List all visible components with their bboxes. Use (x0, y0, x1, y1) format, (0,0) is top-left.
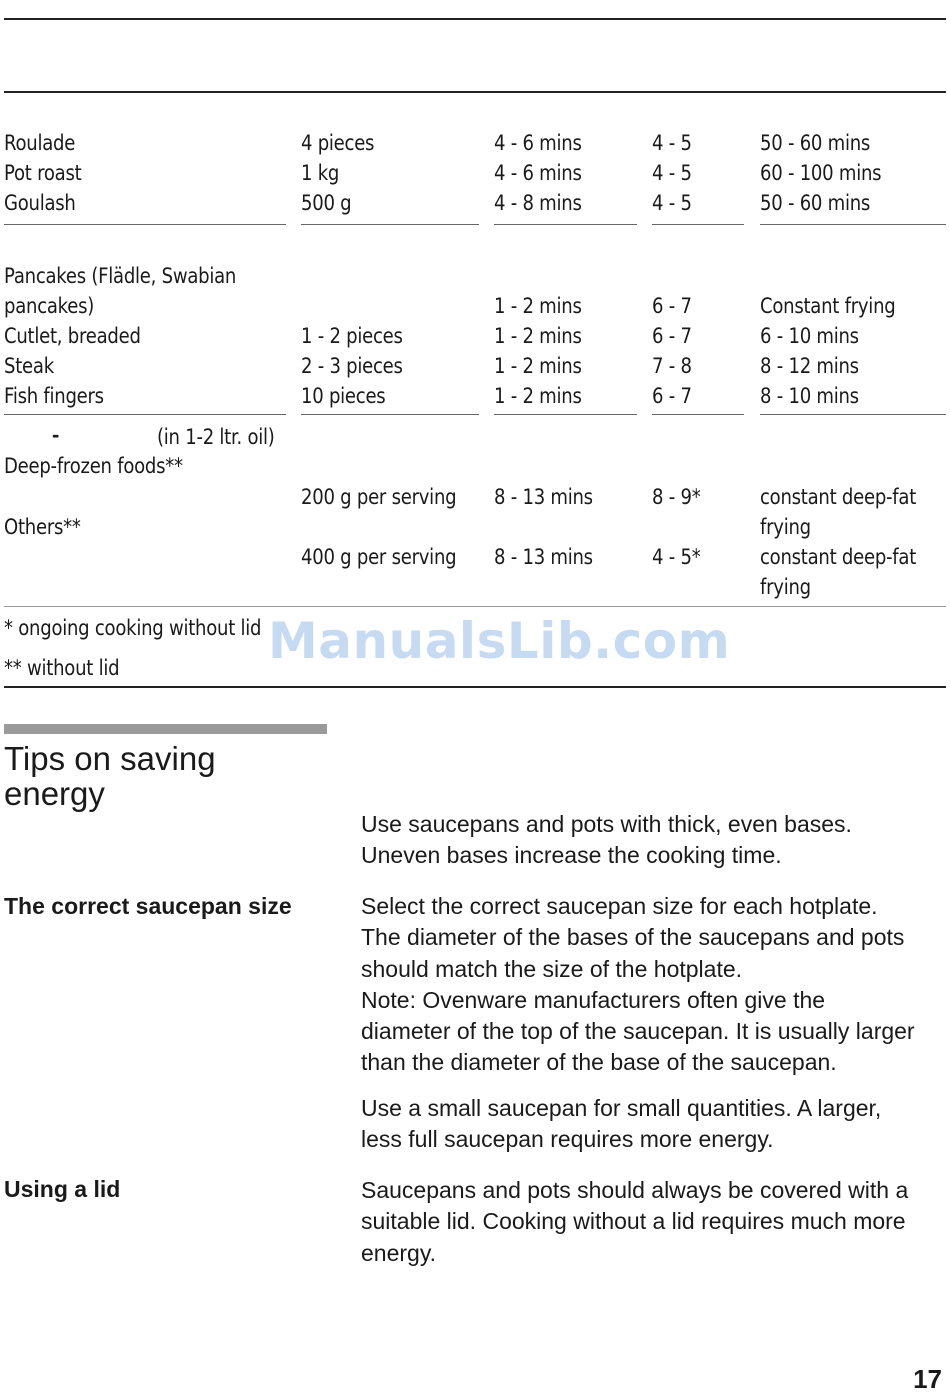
saucepan-size-paragraph: Select the correct saucepan size for each hotplate. The diameter of the bases of the saucepans and pots should match the size of the hotplate. Note: Ovenware manufacturers often give the diameter of the top of the saucepan. It is usually larger than the diameter of the base of the saucepan. (361, 893, 915, 1076)
table-cell: Deep-frozen foods** (4, 454, 183, 478)
table-cell: 10 pieces (301, 384, 386, 408)
page-number: 17 (913, 1364, 942, 1394)
table-cell: 4 - 6 mins (494, 161, 582, 185)
section-bar (4, 724, 327, 734)
table-cell: 500 g (301, 191, 352, 215)
table-cell: 1 - 2 mins (494, 384, 582, 408)
oil-note: (in 1-2 ltr. oil) (157, 425, 275, 449)
column-rule (301, 414, 479, 415)
small-saucepan-paragraph: Use a small saucepan for small quantities. A larger, less full saucepan requires more energy. (361, 1095, 882, 1153)
table-cell: 7 - 8 (652, 354, 692, 378)
table-cell: 4 pieces (301, 131, 375, 155)
table-cell: 50 - 60 mins (760, 191, 871, 215)
table-cell: 8 - 10 mins (760, 384, 859, 408)
column-rule (301, 224, 479, 225)
column-rule (760, 224, 946, 225)
table-cell: 1 - 2 mins (494, 324, 582, 348)
table-row: Fish fingers (4, 384, 104, 408)
table-cell: 8 - 12 mins (760, 354, 859, 378)
header-rule (4, 91, 946, 93)
column-rule (4, 414, 286, 415)
table-bottom-rule (4, 686, 946, 688)
table-cell: frying (760, 515, 811, 539)
table-cell: constant deep-fat (760, 485, 917, 509)
table-cell: 2 - 3 pieces (301, 354, 403, 378)
table-row: Cutlet, breaded (4, 324, 141, 348)
dash-mark: - (52, 422, 60, 447)
column-rule (494, 224, 637, 225)
table-row: Roulade (4, 131, 76, 155)
subheading-saucepan-size: The correct saucepan size (4, 893, 292, 919)
table-cell: 60 - 100 mins (760, 161, 882, 185)
table-cell: Others** (4, 515, 81, 539)
table-cell: 4 - 5 (652, 161, 692, 185)
table-cell: 4 - 5 (652, 191, 692, 215)
table-cell: 4 - 6 mins (494, 131, 582, 155)
table-row: Goulash (4, 191, 76, 215)
subheading-lid: Using a lid (4, 1176, 121, 1202)
column-rule (4, 224, 286, 225)
column-rule (652, 224, 744, 225)
table-cell: 4 - 8 mins (494, 191, 582, 215)
table-cell: 400 g per serving (301, 545, 457, 569)
table-cell: 4 - 5* (652, 545, 701, 569)
column-rule (652, 414, 744, 415)
table-cell: 8 - 13 mins (494, 545, 593, 569)
table-cell: pancakes) (4, 294, 95, 318)
table-row: Pot roast (4, 161, 82, 185)
table-cell: 1 - 2 mins (494, 354, 582, 378)
table-cell: constant deep-fat (760, 545, 917, 569)
lid-paragraph: Saucepans and pots should always be covered with a suitable lid. Cooking without a lid requires much more energy. (361, 1177, 909, 1266)
table-cell: 6 - 7 (652, 324, 692, 348)
table-cell: frying (760, 575, 811, 599)
table-cell: Pancakes (Flädle, Swabian (4, 264, 237, 288)
column-rule (494, 414, 637, 415)
table-cell: 1 - 2 mins (494, 294, 582, 318)
intro-paragraph: Use saucepans and pots with thick, even bases. Uneven bases increase the cooking time. (361, 811, 852, 869)
table-cell: 6 - 10 mins (760, 324, 859, 348)
table-cell: 1 - 2 pieces (301, 324, 403, 348)
table-cell: 1 kg (301, 161, 340, 185)
footnote: ** without lid (4, 656, 120, 680)
table-cell: 4 - 5 (652, 131, 692, 155)
table-cell: 200 g per serving (301, 485, 457, 509)
table-cell: Constant frying (760, 294, 896, 318)
footnote-rule (4, 606, 946, 607)
table-cell: 8 - 9* (652, 485, 701, 509)
table-cell: 6 - 7 (652, 384, 692, 408)
footnote: * ongoing cooking without lid (4, 616, 262, 640)
table-cell: 8 - 13 mins (494, 485, 593, 509)
table-cell: 6 - 7 (652, 294, 692, 318)
column-rule (760, 414, 946, 415)
table-cell: 50 - 60 mins (760, 131, 871, 155)
top-rule (4, 18, 946, 20)
section-title: Tips on saving energy (4, 740, 216, 812)
watermark: ManualsLib.com (268, 612, 731, 670)
table-row: Steak (4, 354, 54, 378)
